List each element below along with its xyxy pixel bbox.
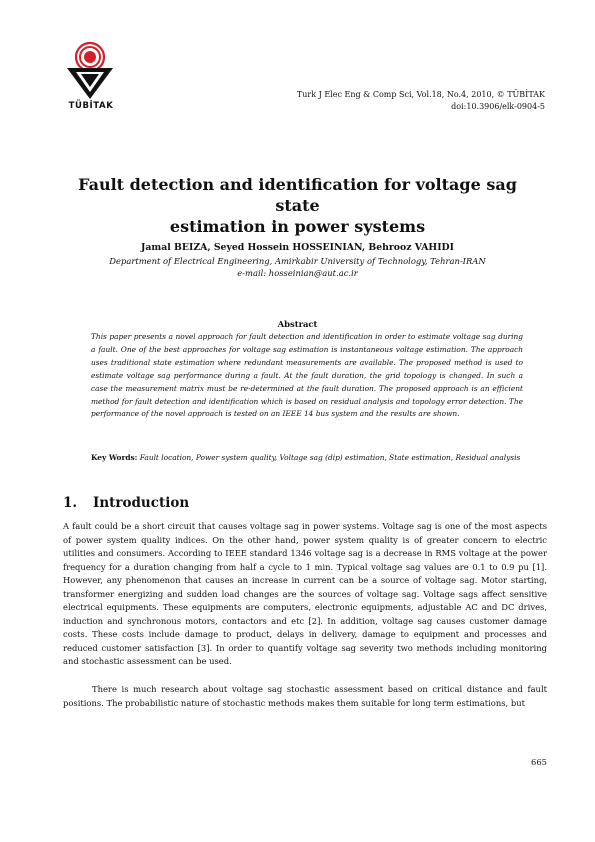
keywords-text: Fault location, Power system quality, Voltage sag (dip) estimation, State estimation, Residual analysis [139,453,521,462]
abstract-text: This paper presents a novel approach for fault detection and identification in order to estimate voltage sag during a fault. One of the best approaches for voltage sag estimation is instantaneous voltage estimation. The approach uses traditional state estimation where redundant measurements are available. The proposed method is used to estimate voltage sag performance during a fault. At the fault duration, the grid topology is changed. In such a case the measurement matrix must be re-determined at the fault duration. The proposed approach is an efficient method for fault detection and identification which is based on residual analysis and topology error detection. The performance of the novel approach is tested on an IEEE 14 bus system and the results are shown. [91,332,523,419]
paper-title [60,174,535,237]
keywords-label: Key Words: [91,453,138,462]
affiliation-block [60,255,535,279]
affiliation: Department of Electrical Engineering, Amirkabir University of Technology, Tehran-IRAN [109,256,486,266]
title-line-2: estimation in power systems [169,217,426,236]
abstract-heading: Abstract [277,319,318,329]
section-heading [63,495,189,511]
section-title: Introduction [93,495,190,511]
page-number: 665 [531,757,547,767]
logo-wordmark: TÜBİTAK [68,101,114,111]
email: e-mail: hosseinian@aut.ac.ir [237,268,358,278]
section-number: 1. [63,495,78,511]
paragraph-1: A fault could be a short circuit that causes voltage sag in power systems. Voltage sag is one of the most aspects of power system quality indices. On the other hand, power system quality is of greater concern to electric utilities and consumers. According to IEEE standard 1346 voltage sag is a decrease in RMS voltage at the power frequency for a duration changing from half a cycle to 1 min. Typical voltage sag values are 0.1 to 0.9 pu [1]. However, any phenomenon that causes an increase in current can be a source of voltage sag. Motor starting, transformer energizing and sudden load changes are the sources of voltage sag. Voltage sags affect sensitive electrical equipments. These equipments are computers, electronic equipments, adjustable AC and DC drives, induction and synchronous motors, contactors and etc [2]. In addition, voltage sag causes customer damage costs. These costs include damage to product, delays in delivery, damage to equipment and processes and reduced customer satisfaction [3]. In order to quantify voltage sag severity two methods including monitoring and stochastic assessment can be used. [63,521,547,667]
paragraph-2: There is much research about voltage sag stochastic assessment based on critical distance and fault positions. The probabilistic nature of stochastic methods makes them suitable for long term estimations, but [63,684,547,708]
keywords [91,452,523,465]
journal-header [297,89,545,113]
title-line-1: Fault detection and identification for voltage sag state [78,175,517,215]
journal-citation: Turk J Elec Eng & Comp Sci, Vol.18, No.4, 2010, © TÜBİTAK [296,90,545,99]
journal-doi: doi:10.3906/elk-0904-5 [451,102,545,111]
authors: Jamal BEIZA, Seyed Hossein HOSSEINIAN, Behrooz VAHIDI [141,242,454,253]
